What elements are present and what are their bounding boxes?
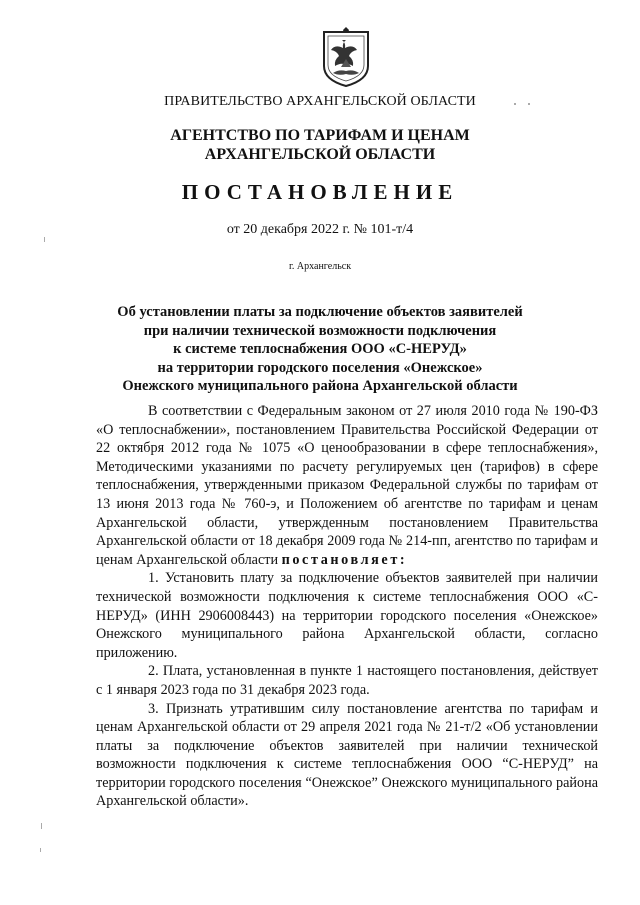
item-2-paragraph: 2. Плата, установленная в пункте 1 настоящего постановления, действует с 1 января 2023 года по 31 декабря 2023 года. — [96, 663, 598, 698]
document-type-title: ПОСТАНОВЛЕНИЕ — [181, 180, 459, 204]
item-1-paragraph: 1. Установить плату за подключение объектов заявителей при наличии технической возможности подключения к системе теплоснабжения ООО «С-НЕРУД» (ИНН 2906008443) на территории городского поселения «Онежское» Онежского муниципального района Архангельской области, согласно приложению. — [96, 570, 598, 661]
subject-line-5: Онежского муниципального района Архангельской области — [122, 378, 518, 394]
scan-mark — [40, 848, 41, 852]
city-name: г. Архангельск — [288, 261, 352, 272]
decides-keyword: постановляет: — [281, 551, 408, 568]
subject-line-1: Об установлении платы за подключение объектов заявителей — [117, 304, 523, 320]
subject-line-2: при наличии технической возможности подключения — [143, 322, 497, 339]
scan-mark — [41, 823, 42, 829]
coat-of-arms-icon — [321, 26, 371, 88]
item-3-paragraph: 3. Признать утратившим силу постановление агентства по тарифам и ценам Архангельской области от 29 апреля 2021 года № 21-т/2 «Об установлении платы за подключение объектов заявителей при наличии технической возможности подключения к системе теплоснабжения ООО “С-НЕРУД” на территории городского поселения “Онежское” Онежского муниципального района Архангельской области». — [96, 700, 598, 810]
agency-name-line-2: АРХАНГЕЛЬСКОЙ ОБЛАСТИ — [204, 146, 436, 163]
preamble-text: В соответствии с Федеральным законом от 27 июля 2010 года № 190-ФЗ «О теплоснабжении», постановлением Правительства Российской Федерации от 22 октября 2012 года № 1075 «О ценообразовании в сфере теплоснабжения», Методическими указаниями по расчету регулируемых цен (тарифов) в сфере теплоснабжения, утвержденными приказом Федеральной службы по тарифам от 13 июня 2013 года № 760-э, и Положением об агентстве по тарифам и ценам Архангельской области, утвержденным постановлением Правительства Архангельской области от 18 декабря 2009 года № 214-пп, агентство по тарифам и ценам Архангельской области — [96, 403, 598, 568]
subject-line-4: на территории городского поселения «Онежское» — [157, 359, 483, 376]
subject-line-3: к системе теплоснабжения ООО «С-НЕРУД» — [173, 341, 467, 357]
scan-mark — [44, 237, 45, 242]
date-and-number: от 20 декабря 2022 г. № 101-т/4 — [226, 222, 414, 237]
government-name: ПРАВИТЕЛЬСТВО АРХАНГЕЛЬСКОЙ ОБЛАСТИ — [164, 94, 476, 109]
agency-name — [0, 126, 640, 164]
decree-body — [96, 402, 598, 811]
preamble-paragraph — [96, 402, 598, 569]
decree-subject — [0, 303, 640, 396]
scan-mark — [528, 103, 530, 105]
agency-name-line-1: АГЕНТСТВО ПО ТАРИФАМ И ЦЕНАМ — [170, 127, 470, 144]
scan-mark — [514, 103, 516, 105]
